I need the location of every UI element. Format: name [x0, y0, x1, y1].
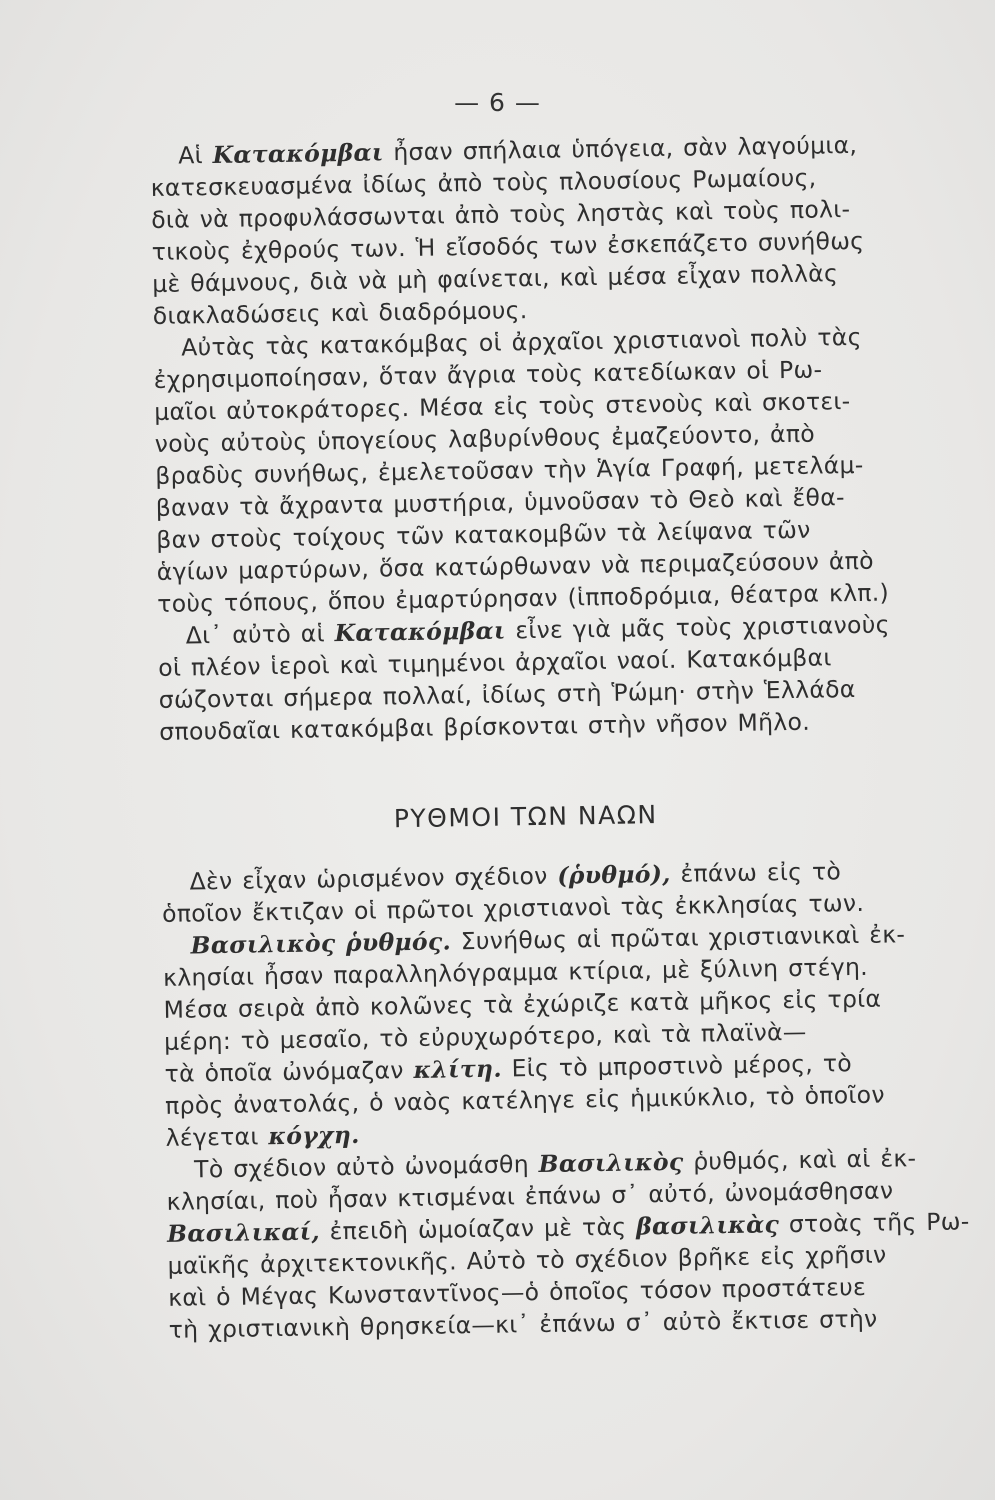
emphasized-term: Κατακόμβαι	[212, 138, 384, 170]
emphasized-term: βασιλικὰς	[635, 1210, 780, 1241]
text-segment: Εἰς τὸ μπροστινὸ μέρος, τὸ	[501, 1049, 853, 1083]
text-segment: ἦσαν σπήλαια ὑπόγεια, σὰν λαγούμια,	[383, 130, 858, 167]
text-segment: μαῖοι αὐτοκράτορες. Μέσα εἰς τοὺς στενοὺς καὶ σκοτει-	[154, 387, 851, 426]
text-segment: μὲ θάμνους, διὰ νὰ μὴ φαίνεται, καὶ μέσα εἶχαν πολλὰς	[152, 259, 839, 298]
text-segment: ἁγίων μαρτύρων, ὅσα κατώρθωναν νὰ περιμαζεύσουν ἀπὸ	[156, 546, 875, 586]
emphasized-term: κόγχη.	[268, 1120, 360, 1151]
emphasized-term: (ῥυθμό),	[557, 859, 671, 890]
text-segment: ὁποῖον ἔκτιζαν οἱ πρῶτοι χριστιανοὶ τὰς ἐκκλησίας των.	[161, 888, 865, 928]
text-segment: Αἱ	[178, 141, 213, 170]
text-segment: βραδὺς συνήθως, ἐμελετοῦσαν τὴν Ἁγία Γραφή, μετελάμ-	[155, 450, 864, 490]
text-segment: Μέσα σειρὰ ἀπὸ κολῶνες τὰ ἐχώριζε κατὰ μῆκος εἰς τρία	[163, 984, 882, 1024]
text-segment: Δὲν εἶχαν ὡρισμένον σχέδιον	[189, 861, 558, 896]
emphasized-term: Βασιλικὸς ῥυθμός.	[190, 927, 452, 960]
emphasized-term: Βασιλικαί,	[166, 1217, 321, 1248]
text-segment: ἐπειδὴ ὡμοίαζαν μὲ τὰς	[319, 1212, 637, 1246]
text-segment: τὴ χριστιανικὴ θρησκεία—κι᾽ ἐπάνω σ᾽ αὐτὸ ἔκτισε στὴν	[168, 1304, 878, 1344]
text-segment: ἐπάνω εἰς τὸ	[670, 857, 842, 888]
section-heading: ΡΥΘΜΟΙ ΤΩΝ ΝΑΩΝ	[393, 800, 658, 834]
text-segment: τικοὺς ἐχθρούς των. Ἡ εἴσοδός των ἐσκεπάζετο συνήθως	[151, 226, 865, 266]
text-segment: διὰ νὰ προφυλάσσωνται ἀπὸ τοὺς ληστὰς καὶ τοὺς πολι-	[151, 195, 851, 234]
paragraph-basilica-name	[166, 1142, 970, 1345]
text-segment: ἐχρησιμοποίησαν, ὅταν ἄγρια τοὺς κατεδίωκαν οἱ Ρω-	[153, 355, 823, 394]
text-segment: πρὸς ἀνατολάς, ὁ ναὸς κατέληγε εἰς ἡμικύκλιο, τὸ ὁποῖον	[164, 1080, 886, 1120]
text-segment: κλησίαι ἦσαν παραλληλόγραμμα κτίρια, μὲ ξύλινη στέγη.	[162, 952, 869, 992]
text-segment: τὰ ὁποῖα ὠνόμαζαν	[164, 1055, 414, 1088]
paragraph-catacombs-today	[158, 608, 890, 747]
paragraph-catacombs-use	[153, 321, 890, 620]
emphasized-term: κλίτη.	[413, 1054, 503, 1084]
text-segment: τοὺς τόπους, ὅπου ἐμαρτύρησαν (ἱπποδρόμια, θέατρα κλπ.)	[157, 578, 890, 618]
text-segment: Δι᾽ αὐτὸ αἱ	[185, 619, 335, 650]
text-segment: κατεσκευασμένα ἰδίως ἀπὸ τοὺς πλουσίους Ρωμαίους,	[150, 163, 817, 202]
paragraph-catacombs-definition	[150, 129, 883, 332]
paragraph-no-plan	[161, 854, 892, 929]
text-segment: ῥυθμός, καὶ αἱ ἐκ-	[683, 1144, 917, 1176]
text-segment: καὶ ὁ Μέγας Κωνσταντῖνος—ὁ ὁποῖος τόσον προστάτευε	[167, 1272, 867, 1312]
emphasized-term: Βασιλικὸς	[538, 1147, 684, 1179]
text-column	[150, 129, 970, 1346]
emphasized-term: Κατακόμβαι	[334, 616, 506, 648]
text-segment: Τὸ σχέδιον αὐτὸ ὠνομάσθη	[193, 1150, 539, 1184]
paragraph-basilica-style	[162, 918, 906, 1153]
text-segment: οἱ πλέον ἱεροὶ καὶ τιμημένοι ἀρχαῖοι ναοί. Κατακόμβαι	[158, 643, 832, 682]
text-segment: σπουδαῖαι κατακόμβαι βρίσκονται στὴν νῆσον Μῆλο.	[159, 707, 811, 746]
text-segment: μέρη: τὸ μεσαῖο, τὸ εὐρυχωρότερο, καὶ τὰ πλαϊνὰ—	[163, 1017, 807, 1056]
text-segment: βαναν τὰ ἄχραντα μυστήρια, ὑμνοῦσαν τὸ Θεὸ καὶ ἔθα-	[155, 483, 846, 522]
text-segment: στοὰς τῆς Ρω-	[778, 1207, 970, 1239]
text-segment: βαν στοὺς τοίχους τῶν κατακομβῶν τὰ λείψανα τῶν	[156, 515, 811, 554]
text-segment: σώζονται σήμερα πολλαί, ἰδίως στὴ Ῥώμη· στὴν Ἑλλάδα	[158, 674, 856, 714]
text-segment: Συνήθως αἱ πρῶται χριστιανικαὶ ἐκ-	[450, 920, 906, 956]
text-segment: διακλαδώσεις καὶ διαδρόμους.	[152, 296, 528, 330]
text-segment: μαϊκῆς ἀρχιτεκτονικῆς. Αὐτὸ τὸ σχέδιον βρῆκε εἰς χρῆσιν	[167, 1240, 887, 1280]
page-number: — 6 —	[454, 88, 541, 117]
text-segment: κλησίαι, ποὺ ἦσαν κτισμέναι ἐπάνω σ᾽ αὐτό, ὠνομάσθησαν	[166, 1176, 894, 1216]
text-segment: Αὐτὰς τὰς κατακόμβας οἱ ἀρχαῖοι χριστιανοὶ πολὺ τὰς	[181, 322, 862, 362]
text-segment: λέγεται	[165, 1122, 269, 1152]
text-segment: εἶνε γιὰ μᾶς τοὺς χριστιανοὺς	[505, 610, 890, 645]
text-segment: νοὺς αὐτοὺς ὑπογείους λαβυρίνθους ἐμαζεύοντο, ἀπὸ	[154, 419, 816, 458]
